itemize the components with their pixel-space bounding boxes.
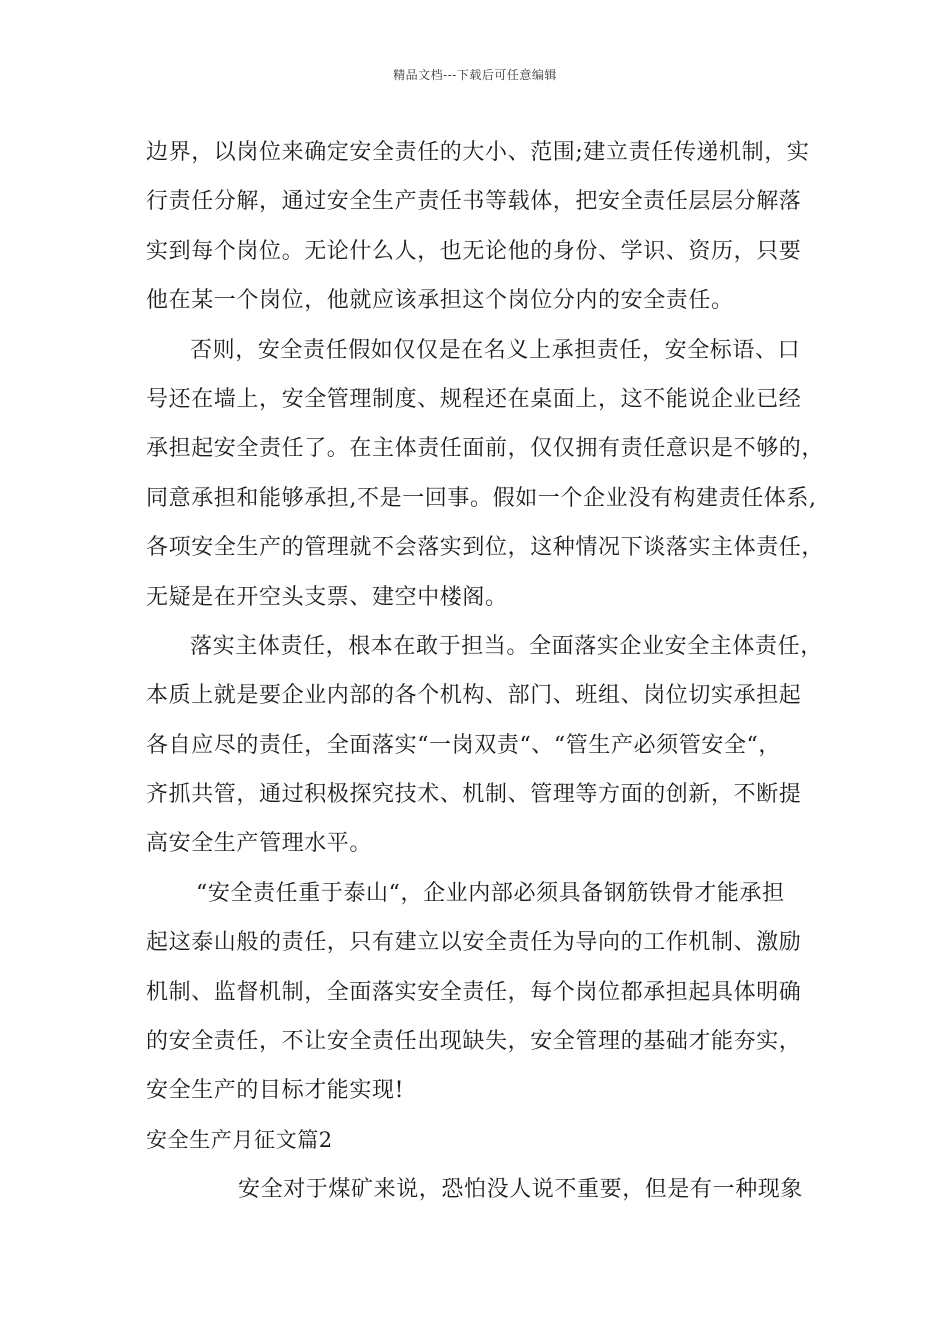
section-heading: 安全生产月征文篇2: [146, 1127, 333, 1152]
text-line: 起这泰山般的责任，只有建立以安全责任为导向的工作机制、激励: [146, 930, 802, 956]
text-line: 同意承担和能够承担,不是一回事。假如一个企业没有构建责任体系,: [146, 485, 817, 511]
paragraph: [146, 869, 826, 1116]
text-line: 承担起安全责任了。在主体责任面前，仅仅拥有责任意识是不够的，: [146, 436, 825, 462]
paragraph: [146, 128, 826, 326]
text-line: 本质上就是要企业内部的各个机构、部门、班组、岗位切实承担起: [146, 683, 802, 709]
text-line: 机制、监督机制，全面落实安全责任，每个岗位都承担起具体明确: [146, 979, 802, 1005]
paragraph: [146, 326, 826, 622]
text-line: 他在某一个岗位，他就应该承担这个岗位分内的安全责任。: [146, 288, 734, 314]
text-line: 实到每个岗位。无论什么人，也无论他的身份、学识、资历，只要: [146, 238, 802, 264]
text-line: 落实主体责任，根本在敢于担当。全面落实企业安全主体责任，: [190, 633, 823, 659]
text-line: 无疑是在开空头支票、建空中楼阁。: [146, 584, 508, 610]
text-line: 否则，安全责任假如仅仅是在名义上承担责任，安全标语、口: [190, 337, 801, 363]
text-line: “安全责任重于泰山“，企业内部必须具备钢筋铁骨才能承担: [196, 880, 785, 906]
text-line: 各项安全生产的管理就不会落实到位，这种情况下谈落实主体责任，: [146, 535, 825, 561]
text-line: 高安全生产管理水平。: [146, 831, 373, 857]
text-line: 行责任分解，通过安全生产责任书等载体，把安全责任层层分解落: [146, 189, 802, 215]
document-body: [146, 128, 826, 1215]
text-line: 安全生产的目标才能实现!: [146, 1078, 405, 1104]
paragraph: [146, 622, 826, 869]
text-line: 的安全责任，不让安全责任出现缺失，安全管理的基础才能夯实，: [146, 1029, 802, 1055]
text-line: 各自应尽的责任，全面落实“一岗双责“、“管生产必须管安全“，: [146, 732, 781, 758]
text-line: 号还在墙上，安全管理制度、规程还在桌面上，这不能说企业已经: [146, 386, 802, 412]
text-line: 齐抓共管，通过积极探究技术、机制、管理等方面的创新，不断提: [146, 782, 802, 808]
text-line: 边界，以岗位来确定安全责任的大小、范围;建立责任传递机制，实: [146, 140, 810, 165]
page-header: 精品文档---下载后可任意编辑: [393, 68, 557, 82]
text-line: 安全对于煤矿来说，恐怕没人说不重要，但是有一种现象: [238, 1177, 804, 1203]
